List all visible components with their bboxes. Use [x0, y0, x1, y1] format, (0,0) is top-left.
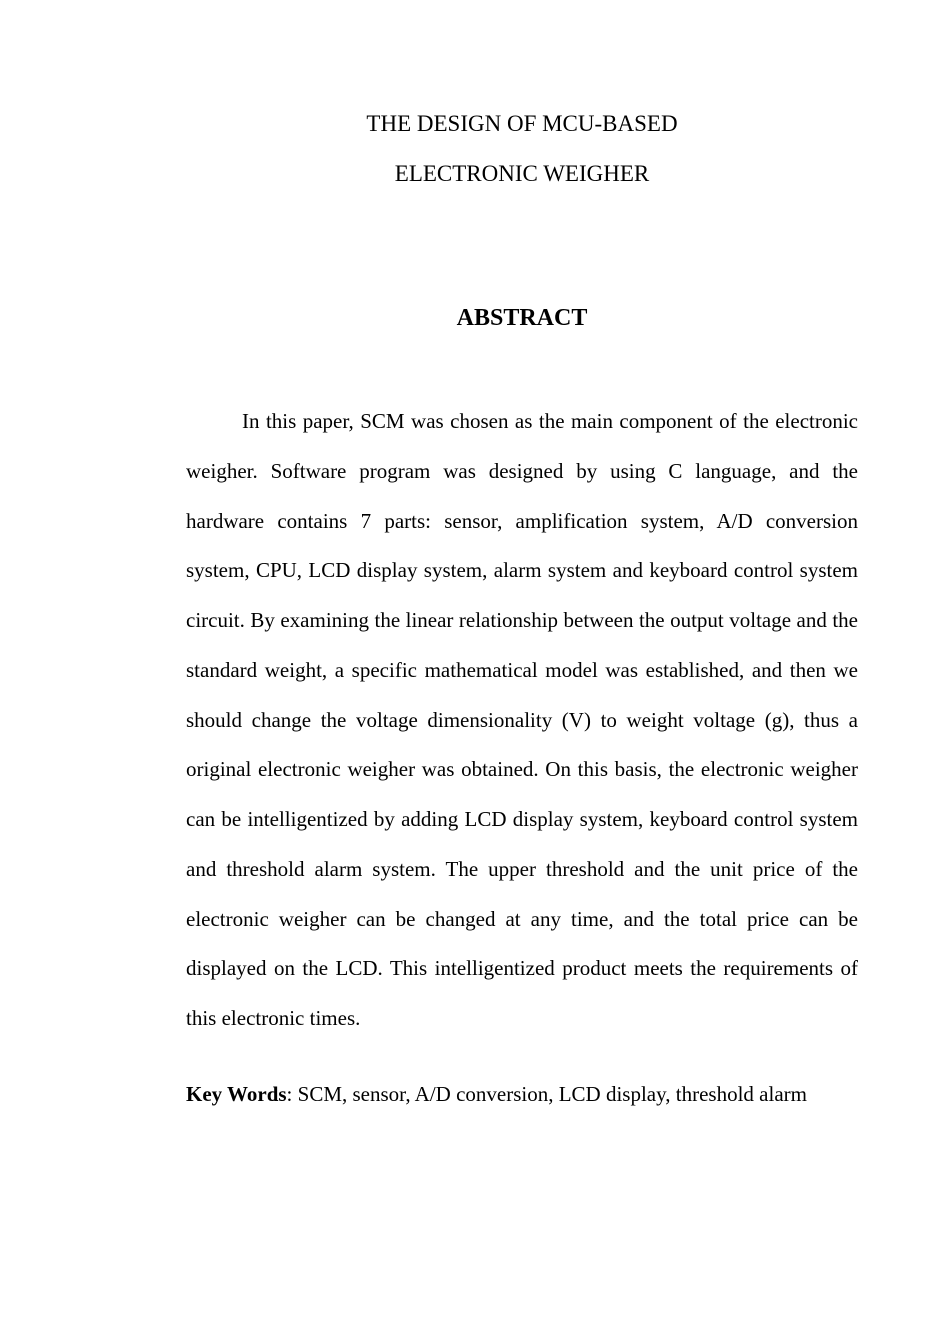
keywords-list: SCM, sensor, A/D conversion, LCD display, threshold alarm: [297, 1082, 807, 1106]
keywords-separator: :: [286, 1082, 298, 1106]
abstract-heading: ABSTRACT: [456, 305, 588, 331]
paper-title-line-2: ELECTRONIC WEIGHER: [394, 161, 650, 186]
keywords-label: Key Words: [186, 1082, 287, 1106]
keywords-line: [186, 1078, 886, 1110]
abstract-body: In this paper, SCM was chosen as the main component of the electronic weigher. Software program was designed by using C language, and the hardware contains 7 parts: sensor, amplification system, A/D conversion system, CPU, LCD display system, alarm system and keyboard control system circuit. By examining the linear relationship between the output voltage and the standard weight, a specific mathematical model was established, and then we should change the voltage dimensionality (V) to weight voltage (g), thus a original electronic weigher was obtained. On this basis, the electronic weigher can be intelligentized by adding LCD display system, keyboard control system and threshold alarm system. The upper threshold and the unit price of the electronic weigher can be changed at any time, and the total price can be displayed on the LCD. This intelligentized product meets the requirements of this electronic times.: [186, 409, 858, 1030]
paper-title-line-1: THE DESIGN OF MCU-BASED: [366, 111, 678, 136]
